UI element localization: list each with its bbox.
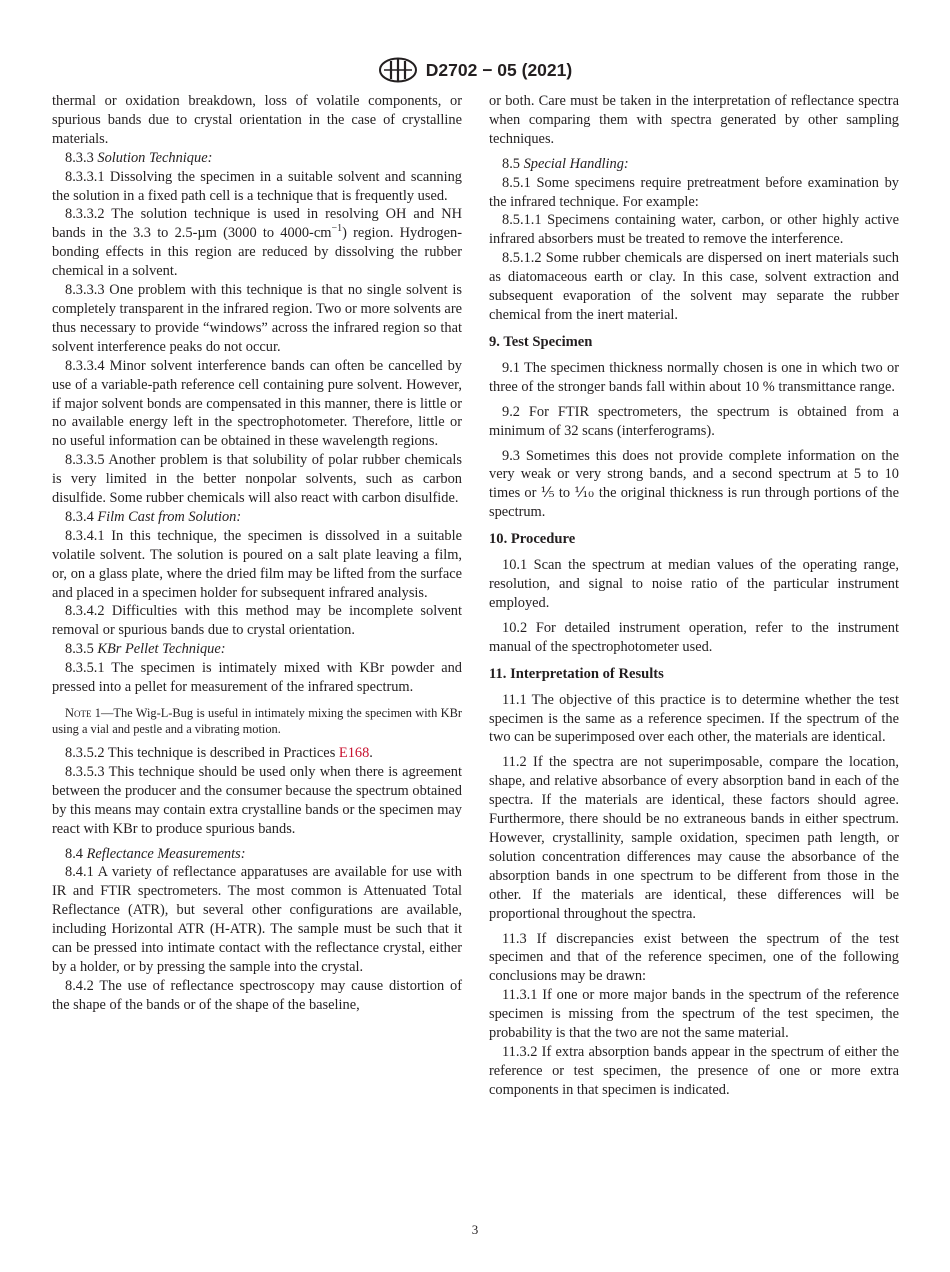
note-1: Note 1—The Wig-L-Bug is useful in intimately mixing the specimen with KBr using a vial and pestle and a vibrating motion.: [52, 706, 462, 736]
e168-reference-link[interactable]: E168: [338, 745, 370, 761]
paragraph: thermal or oxidation breakdown, loss of volatile components, or spurious bands due to crystal orientation in the case of crystalline materials.: [52, 93, 462, 147]
section-heading-10: 10. Procedure: [489, 531, 576, 548]
paragraph: or both. Care must be taken in the interpretation of reflectance spectra when comparing them with spectra generated by other sampling techniques.: [489, 93, 899, 147]
paragraph-8-3-3-2: 8.3.3.2 The solution technique is used in resolving OH and NH bands in the 3.3 to 2.5-µm (3000 to $4000-cm^{-1}$) region. Hydrogen-bonding effects in this region are reduced by dissolving the rubber chemical in a solvent.: [52, 206, 462, 280]
paragraph-8-5-1-1: 8.5.1.1 Specimens containing water, carbon, or other highly active infrared absorbers must be treated to remove the interference.: [489, 212, 899, 248]
paragraph-8-5-1-2: 8.5.1.2 Some rubber chemicals are dispersed on inert materials such as diatomaceous earth or clay. In this case, solvent extraction and subsequent evaporation of the solvent may separate the rubber chemical from the inert material.: [489, 250, 899, 323]
paragraph-8-4-2: 8.4.2 The use of reflectance spectroscopy may cause distortion of the shape of the bands or of the shape of the baseline,: [52, 977, 462, 1013]
paragraph-8-3-4-1: 8.3.4.1 In this technique, the specimen is dissolved in a suitable volatile solvent. The solution is poured on a salt plate leaving a film, or, on a glass plate, where the dried film may be lifted from the surface and placed in a specimen holder for subsequent infrared analysis.: [52, 527, 462, 601]
paragraph-11-3-1: 11.3.1 If one or more major bands in the spectrum of the reference specimen is missing from the spectrum of the test specimen, the probability is that the two are not the same material.: [489, 987, 899, 1042]
paragraph-10-1: 10.1 Scan the spectrum at median values of the operating range, resolution, and signal to noise ratio of the particular instrument employed.: [489, 557, 899, 611]
paragraph-10-2: 10.2 For detailed instrument operation, refer to the instrument manual of the spectrophotometer used.: [489, 619, 899, 655]
right-column: [489, 92, 899, 1100]
paragraph-8-3-4-2: 8.3.4.2 Difficulties with this method may be incomplete solvent removal or spurious bands due to crystal orientation.: [52, 603, 462, 639]
paragraph-8-3-3-3: 8.3.3.3 One problem with this technique is that no single solvent is completely transparent in the infrared region. Two or more solvents are thus necessary to provide “windows” across the infrared region so that solvent interference peaks do not occur.: [52, 282, 462, 355]
paragraph-8-3-5-3: 8.3.5.3 This technique should be used only when there is agreement between the producer and the consumer because the spectrum obtained by this means may contain extra crystalline bands or the specimen may react with KBr to produce spurious bands.: [52, 763, 462, 837]
page-number: 3: [471, 1222, 479, 1237]
paragraph-9-1: 9.1 The specimen thickness normally chosen is one in which two or three of the stronger bands fall within about 10 % transmittance range.: [489, 359, 899, 395]
section-heading-8-3-4: 8.3.4 Film Cast from Solution:: [65, 508, 242, 525]
paragraph-8-5-1: 8.5.1 Some specimens require pretreatment before examination by the infrared technique. For example:: [489, 174, 899, 210]
section-heading-9: 9. Test Specimen: [489, 333, 593, 350]
paragraph-11-1: 11.1 The objective of this practice is to determine whether the test specimen is the same as a reference specimen. If the spectrum of the two can be superimposed over each other, the materials are identical.: [489, 691, 899, 746]
paragraph-8-3-3-4: 8.3.3.4 Minor solvent interference bands can often be cancelled by use of a variable-path reference cell containing pure solvent. However, if major solvent bonds are compensated in this manner, there is little or no available energy left in the spectrophotometer. Therefore, little or no useful information can be obtained in these wavelength regions.: [52, 357, 462, 450]
section-heading-8-5: 8.5 Special Handling:: [502, 155, 629, 172]
paragraph-11-3: 11.3 If discrepancies exist between the spectrum of the test specimen and that of the reference specimen, one of the following conclusions may be drawn:: [489, 930, 899, 985]
section-heading-8-3-5: 8.3.5 KBr Pellet Technique:: [65, 641, 226, 658]
paragraph-8-4-1: 8.4.1 A variety of reflectance apparatuses are available for use with IR and FTIR spectrometers. The most common is Attenuated Total Reflectance (ATR), but several other configurations are available, including Horizontal ATR (H-ATR). The sample must be such that it can be pressed into intimate contact with the reflectance crystal, either by a holder, or by pressing the sample into the crystal.: [52, 864, 462, 975]
paragraph-8-3-5-2: 8.3.5.2 This technique is described in Practices E168.: [65, 745, 373, 761]
left-column: [52, 92, 462, 1015]
paragraph-11-2: 11.2 If the spectra are not superimposable, compare the location, shape, and relative absorbance of every absorption band in each of the spectra. If the materials are identical, these factors should agree. Furthermore, there should be no extraneous bands in either spectrum. However, crystallinity, sample oxidation, specimen path length, or solution concentration differences may cause the absorbance of the absorption bands in one spectrum to be different from those in the other. If the materials are identical, these differences will be proportional throughout the spectra.: [489, 754, 899, 922]
paragraph-8-3-3-1: 8.3.3.1 Dissolving the specimen in a suitable solvent and scanning the solution in a fixed path cell is a technique that is frequently used.: [52, 168, 462, 204]
paragraph-8-3-3-5: 8.3.3.5 Another problem is that solubility of polar rubber chemicals is very limited in the better nonpolar solvents, such as carbon disulfide. Some rubber chemicals will also react with carbon disulfide.: [52, 452, 462, 507]
page-header: [0, 57, 950, 83]
section-heading-8-4: 8.4 Reflectance Measurements:: [65, 845, 246, 862]
paragraph-9-3: 9.3 Sometimes this does not provide complete information on the very weak or very strong bands, and a second spectrum at 5 to 10 times or ⅕ to ⅒ the original thickness is run through portions of the spectrum.: [489, 447, 899, 521]
paragraph-8-3-5-1: 8.3.5.1 The specimen is intimately mixed with KBr powder and pressed into a pellet for measurement of the infrared spectrum.: [52, 660, 462, 696]
section-heading-8-3-3: 8.3.3 Solution Technique:: [65, 149, 213, 166]
paragraph-9-2: 9.2 For FTIR spectrometers, the spectrum is obtained from a minimum of 32 scans (interferograms).: [489, 403, 899, 439]
document-designation: D2702 − 05 (2021): [425, 59, 573, 80]
section-heading-11: 11. Interpretation of Results: [489, 665, 664, 682]
astm-logo-icon: [378, 57, 418, 83]
paragraph-11-3-2: 11.3.2 If extra absorption bands appear in the spectrum of either the reference or test specimen, the presence of one or more extra components in that specimen is indicated.: [489, 1043, 899, 1098]
